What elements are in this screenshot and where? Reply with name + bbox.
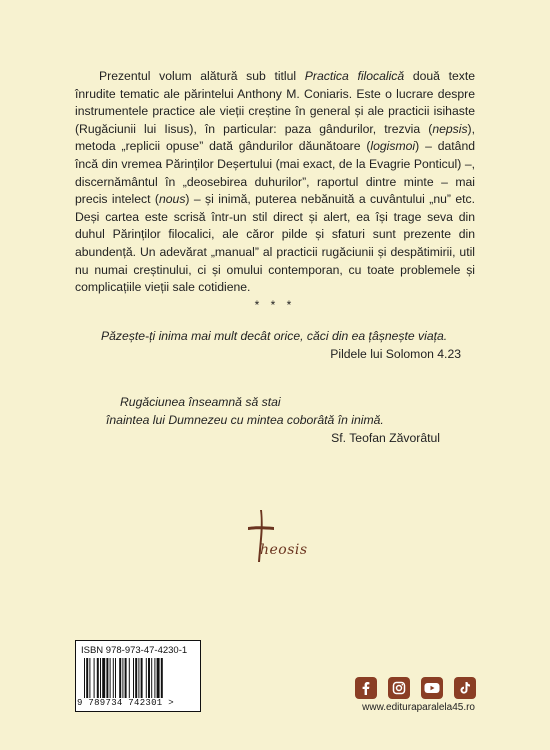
cross-icon xyxy=(246,510,306,570)
barcode-bars xyxy=(84,658,196,698)
text-segment: ) – datând încă din vremea Părinților Deșertului (mai exact, de la Evagrie Ponticul) –, discernământul în „deosebirea duhurilor”, raportul dintre minte – mai precis intelect ( xyxy=(75,139,476,207)
theosis-logo xyxy=(246,510,306,570)
text-segment: ), metoda „replicii opuse” dată gândurilor dăunătoare ( xyxy=(75,121,475,154)
text-segment: Prezentul volum alătură sub titlul xyxy=(99,69,305,83)
facebook-icon[interactable] xyxy=(355,677,377,699)
term-nepsis: nepsis xyxy=(432,121,468,136)
logo-wordmark: heosis xyxy=(260,542,308,558)
publisher-website[interactable]: www.edituraparalela45.ro xyxy=(362,702,475,713)
barcode xyxy=(75,640,201,712)
quote-line-2: înaintea lui Dumnezeu cu mintea coborâtă în inimă. xyxy=(106,413,384,427)
book-title: Practica filocalică xyxy=(304,69,405,83)
section-separator: * * * xyxy=(254,298,296,312)
quote-text: Păzește-ți inima mai mult decât orice, căci din ea țâșnește viața. xyxy=(101,329,448,343)
youtube-icon[interactable] xyxy=(421,677,443,699)
term-nous: nous xyxy=(158,192,186,207)
term-logismoi: logismoi xyxy=(370,139,416,154)
tiktok-icon[interactable] xyxy=(454,677,476,699)
barcode-digits: 9 789734 742301 > xyxy=(77,698,174,708)
text-segment: două texte înrudite tematic ale părintelui Anthony M. Coniaris. Este o lucrare despre instrumentele practice ale vieții creștine în general și ale practicii isihaste (Rugăciunii lui Iisus), în particular: paza gândurilor, trezvia ( xyxy=(75,69,475,136)
isbn-label: ISBN 978-973-47-4230-1 xyxy=(81,645,188,656)
quote-source: Sf. Teofan Zăvorâtul xyxy=(331,431,440,445)
quote-teofan xyxy=(106,393,440,447)
description-paragraph xyxy=(75,68,475,297)
quote-source: Pildele lui Solomon 4.23 xyxy=(330,347,461,361)
instagram-icon[interactable] xyxy=(388,677,410,699)
quote-proverbs xyxy=(101,327,461,363)
text-segment: ) – și inimă, puterea nebănuită a cuvântului „nu” etc. Deși cartea este scrisă într-un stil direct și alert, ea își trage seva din duhul Părinților filocalici, ale căror pilde și sfaturi sunt prezente din abundență. Un adevărat „manual” al practicii rugăciunii și despătimirii, util nu numai creștinului, ci și omului contemporan, cu toate problemele și complicațiile vieții sale cotidiene. xyxy=(75,192,475,295)
quote-line-1: Rugăciunea înseamnă să stai xyxy=(120,395,281,409)
